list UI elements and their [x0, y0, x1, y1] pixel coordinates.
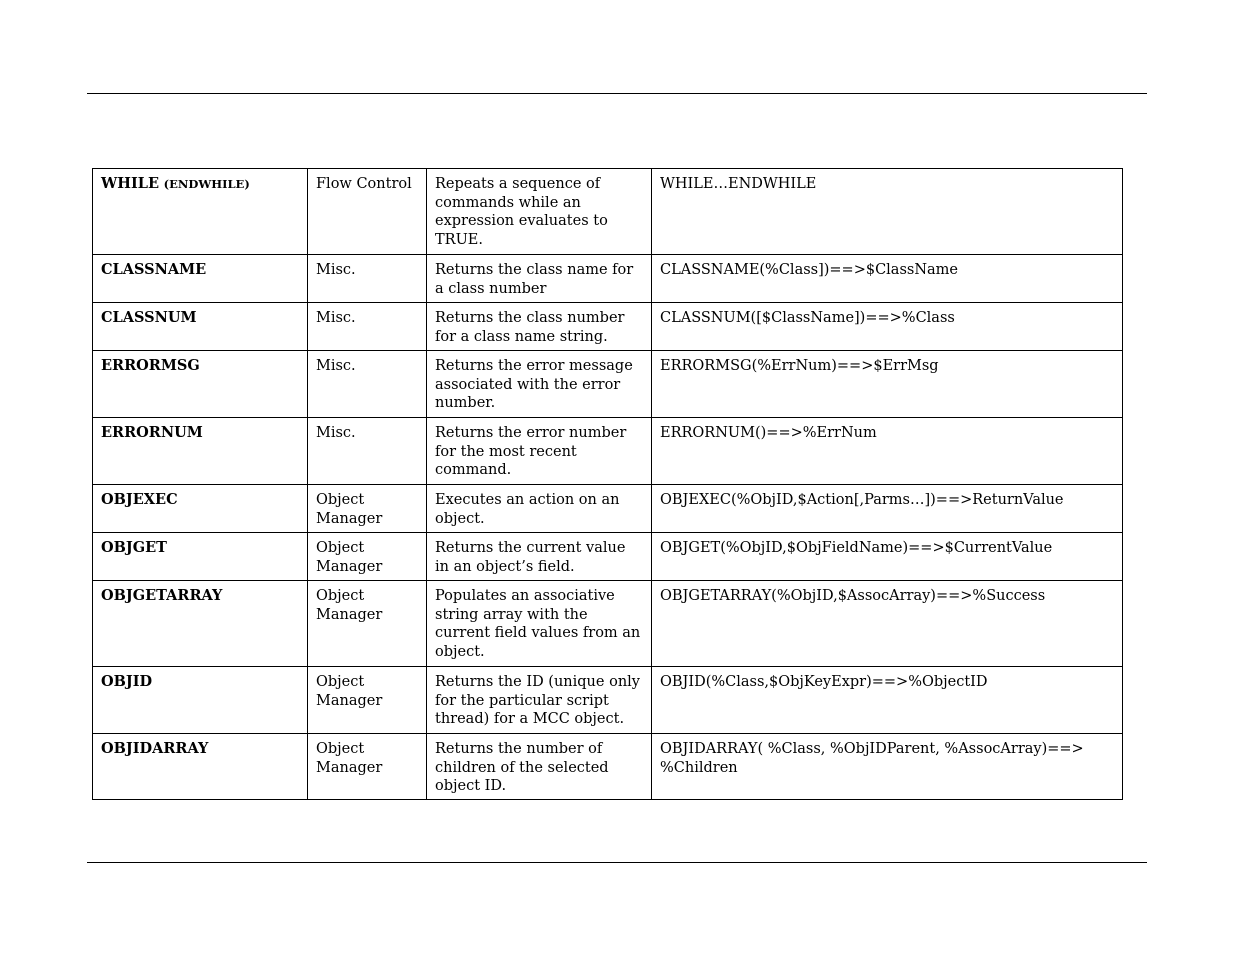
command-name-cell	[93, 533, 308, 581]
table-row	[93, 169, 1123, 255]
command-syntax: CLASSNUM([$ClassName])==>%Class	[652, 303, 1123, 351]
command-name-cell	[93, 581, 308, 667]
command-category: Object Manager	[308, 667, 427, 734]
command-description: Returns the number of children of the selected object ID.	[427, 734, 652, 800]
command-category: Misc.	[308, 418, 427, 485]
command-name: OBJGETARRAY	[101, 587, 223, 604]
command-name-cell	[93, 255, 308, 303]
command-description: Populates an associative string array with the current field values from an object.	[427, 581, 652, 667]
table-row	[93, 667, 1123, 734]
command-description: Repeats a sequence of commands while an expression evaluates to TRUE.	[427, 169, 652, 255]
command-syntax: OBJGETARRAY(%ObjID,$AssocArray)==>%Success	[652, 581, 1123, 667]
command-description: Returns the class name for a class number	[427, 255, 652, 303]
command-syntax: ERRORMSG(%ErrNum)==>$ErrMsg	[652, 351, 1123, 418]
command-name: ERRORNUM	[101, 424, 203, 441]
command-syntax: WHILE…ENDWHILE	[652, 169, 1123, 255]
command-description: Returns the current value in an object’s field.	[427, 533, 652, 581]
command-description: Returns the error number for the most recent command.	[427, 418, 652, 485]
command-name-cell	[93, 169, 308, 255]
command-name: ERRORMSG	[101, 357, 200, 374]
command-name: OBJGET	[101, 539, 167, 556]
table-row	[93, 581, 1123, 667]
command-category: Misc.	[308, 255, 427, 303]
table-row	[93, 734, 1123, 800]
command-name-suffix: (ENDWHILE)	[163, 177, 250, 191]
command-name-cell	[93, 485, 308, 533]
command-name: WHILE	[101, 175, 160, 192]
command-name-cell	[93, 303, 308, 351]
command-syntax: OBJIDARRAY( %Class, %ObjIDParent, %AssocArray)==> %Children	[652, 734, 1123, 800]
footer-rule	[87, 862, 1147, 863]
command-category: Misc.	[308, 351, 427, 418]
table-row	[93, 255, 1123, 303]
command-name-cell	[93, 351, 308, 418]
command-name: CLASSNAME	[101, 261, 207, 278]
command-name-cell	[93, 418, 308, 485]
command-description: Executes an action on an object.	[427, 485, 652, 533]
command-syntax: OBJID(%Class,$ObjKeyExpr)==>%ObjectID	[652, 667, 1123, 734]
command-name-cell	[93, 667, 308, 734]
command-syntax: OBJGET(%ObjID,$ObjFieldName)==>$CurrentValue	[652, 533, 1123, 581]
command-table	[92, 168, 1123, 800]
header-rule	[87, 93, 1147, 94]
command-description: Returns the ID (unique only for the particular script thread) for a MCC object.	[427, 667, 652, 734]
command-description: Returns the error message associated with the error number.	[427, 351, 652, 418]
command-category: Object Manager	[308, 485, 427, 533]
command-category: Object Manager	[308, 581, 427, 667]
command-name: CLASSNUM	[101, 309, 197, 326]
table-row	[93, 485, 1123, 533]
table-row	[93, 303, 1123, 351]
command-category: Misc.	[308, 303, 427, 351]
command-category: Object Manager	[308, 734, 427, 800]
command-category: Object Manager	[308, 533, 427, 581]
command-name: OBJID	[101, 673, 153, 690]
command-name: OBJEXEC	[101, 491, 178, 508]
command-syntax: ERRORNUM()==>%ErrNum	[652, 418, 1123, 485]
command-name-cell	[93, 734, 308, 800]
command-syntax: OBJEXEC(%ObjID,$Action[,Parms…])==>ReturnValue	[652, 485, 1123, 533]
command-description: Returns the class number for a class name string.	[427, 303, 652, 351]
table-row	[93, 351, 1123, 418]
command-name: OBJIDARRAY	[101, 740, 209, 757]
command-syntax: CLASSNAME(%Class])==>$ClassName	[652, 255, 1123, 303]
table-row	[93, 533, 1123, 581]
command-category: Flow Control	[308, 169, 427, 255]
table-row	[93, 418, 1123, 485]
